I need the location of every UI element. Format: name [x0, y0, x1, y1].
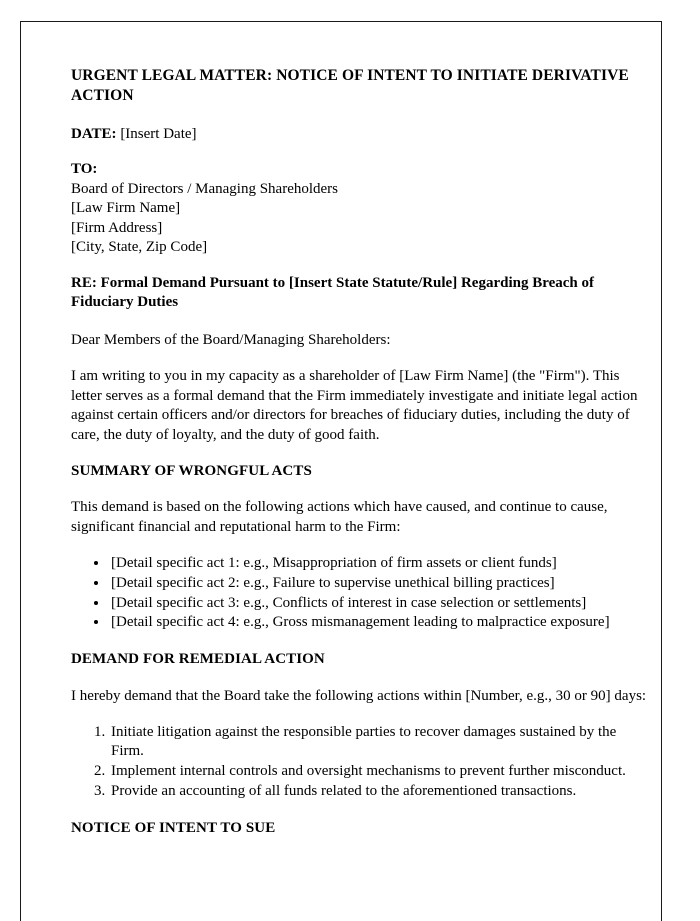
- section-intro-demand-for-remedial-action: I hereby demand that the Board take the following actions within [Number, e.g., 30 or 90] days:: [71, 687, 647, 704]
- list-item: • [Detail specific act 2: e.g., Failure to supervise unethical billing practices]: [109, 574, 647, 594]
- recipient-block: [71, 160, 647, 258]
- section-intro-summary-of-wrongful-acts: This demand is based on the following actions which have caused, and continue to cause, significant financial and reputational harm to the Firm:: [71, 499, 608, 536]
- section-heading-notice-of-intent-to-sue: NOTICE OF INTENT TO SUE: [71, 819, 276, 836]
- wrongful-acts-list: [71, 554, 647, 633]
- remedial-action-list: [71, 723, 647, 802]
- list-item: 2. Implement internal controls and oversight mechanisms to prevent further misconduct.: [109, 762, 647, 782]
- date-value: [Insert Date]: [120, 125, 197, 142]
- salutation: Dear Members of the Board/Managing Shareholders:: [71, 331, 391, 348]
- list-item: 1. Initiate litigation against the responsible parties to recover damages sustained by the Firm.: [109, 723, 647, 763]
- list-item: • [Detail specific act 4: e.g., Gross mismanagement leading to malpractice exposure]: [109, 613, 647, 633]
- date-label: DATE:: [71, 125, 117, 142]
- list-item: • [Detail specific act 1: e.g., Misappropriation of firm assets or client funds]: [109, 554, 647, 574]
- recipient-line-firm-name: [Law Firm Name]: [71, 200, 181, 217]
- list-item: 3. Provide an accounting of all funds related to the aforementioned transactions.: [109, 782, 647, 802]
- list-item: • [Detail specific act 3: e.g., Conflicts of interest in case selection or settlements]: [109, 594, 647, 614]
- section-heading-summary-of-wrongful-acts: SUMMARY OF WRONGFUL ACTS: [71, 462, 312, 479]
- recipient-line-city-state-zip: [City, State, Zip Code]: [71, 239, 208, 256]
- document-page-frame: [20, 21, 662, 921]
- document-title: URGENT LEGAL MATTER: NOTICE OF INTENT TO INITIATE DERIVATIVE ACTION: [71, 67, 629, 104]
- re-subject-line: RE: Formal Demand Pursuant to [Insert State Statute/Rule] Regarding Breach of Fiduciary Duties: [71, 274, 595, 311]
- document-body: [71, 66, 647, 838]
- section-heading-demand-for-remedial-action: DEMAND FOR REMEDIAL ACTION: [71, 651, 325, 668]
- recipient-line-organization: Board of Directors / Managing Shareholders: [71, 180, 339, 197]
- to-label: TO:: [71, 161, 98, 178]
- date-line: [71, 125, 647, 145]
- recipient-line-firm-address: [Firm Address]: [71, 219, 163, 236]
- opening-paragraph: I am writing to you in my capacity as a shareholder of [Law Firm Name] (the "Firm"). This letter serves as a formal demand that the Firm immediately investigate and initiate legal action against certain officers and/or directors for breaches of fiduciary duties, including the duty of care, the duty of loyalty, and the duty of good faith.: [71, 367, 638, 444]
